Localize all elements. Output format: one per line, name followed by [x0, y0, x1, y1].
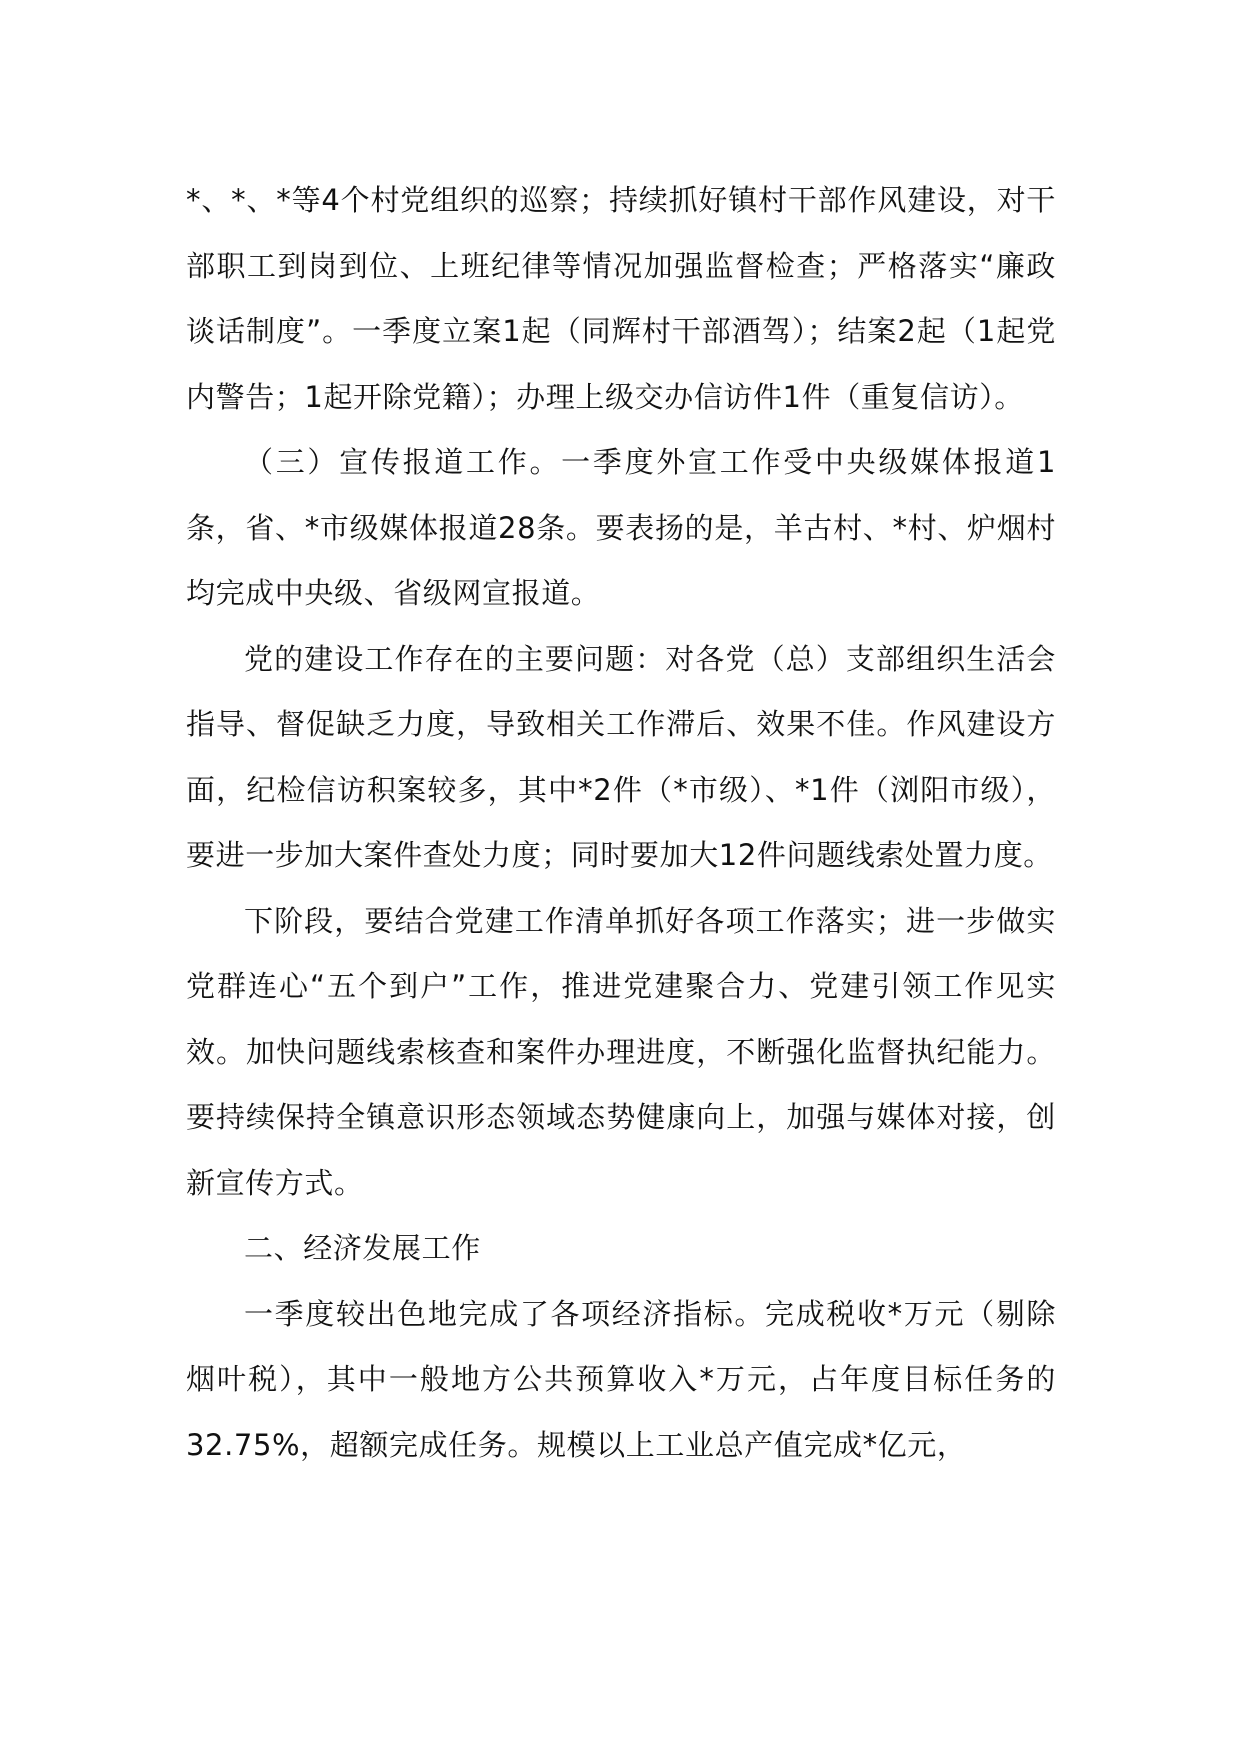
- paragraph-party-building-problems: 党的建设工作存在的主要问题：对各党（总）支部组织生活会指导、督促缺乏力度，导致相关工作滞后、效果不佳。作风建设方面，纪检信访积案较多，其中*2件（*市级）、*1件（浏阳市级），要进一步加大案件查处力度；同时要加大12件问题线索处置力度。: [186, 641, 1056, 872]
- paragraph-publicity-reporting: （三）宣传报道工作。一季度外宣工作受中央级媒体报道1条，省、*市级媒体报道28条。要表扬的是，羊古村、*村、炉烟村均完成中央级、省级网宣报道。: [186, 445, 1056, 610]
- paragraph-inspection-continuation: *、*、*等4个村党组织的巡察；持续抓好镇村干部作风建设，对干部职工到岗到位、上班纪律等情况加强监督检查；严格落实“廉政谈话制度”。一季度立案1起（同辉村干部酒驾）；结案2起（1起党内警告；1起开除党籍）；办理上级交办信访件1件（重复信访）。: [186, 183, 1056, 414]
- paragraph-next-stage: 下阶段，要结合党建工作清单抓好各项工作落实；进一步做实党群连心“五个到户”工作，推进党建聚合力、党建引领工作见实效。加快问题线索核查和案件办理进度，不断强化监督执纪能力。要持续保持全镇意识形态领域态势健康向上，加强与媒体对接，创新宣传方式。: [186, 903, 1056, 1200]
- document-body: [186, 168, 1056, 1478]
- paragraph-economic-indicators: 一季度较出色地完成了各项经济指标。完成税收*万元（剔除烟叶税），其中一般地方公共预算收入*万元，占年度目标任务的32.75%，超额完成任务。规模以上工业总产值完成*亿元，: [186, 1296, 1056, 1462]
- section-heading-economic-development: 二、经济发展工作: [244, 1231, 481, 1265]
